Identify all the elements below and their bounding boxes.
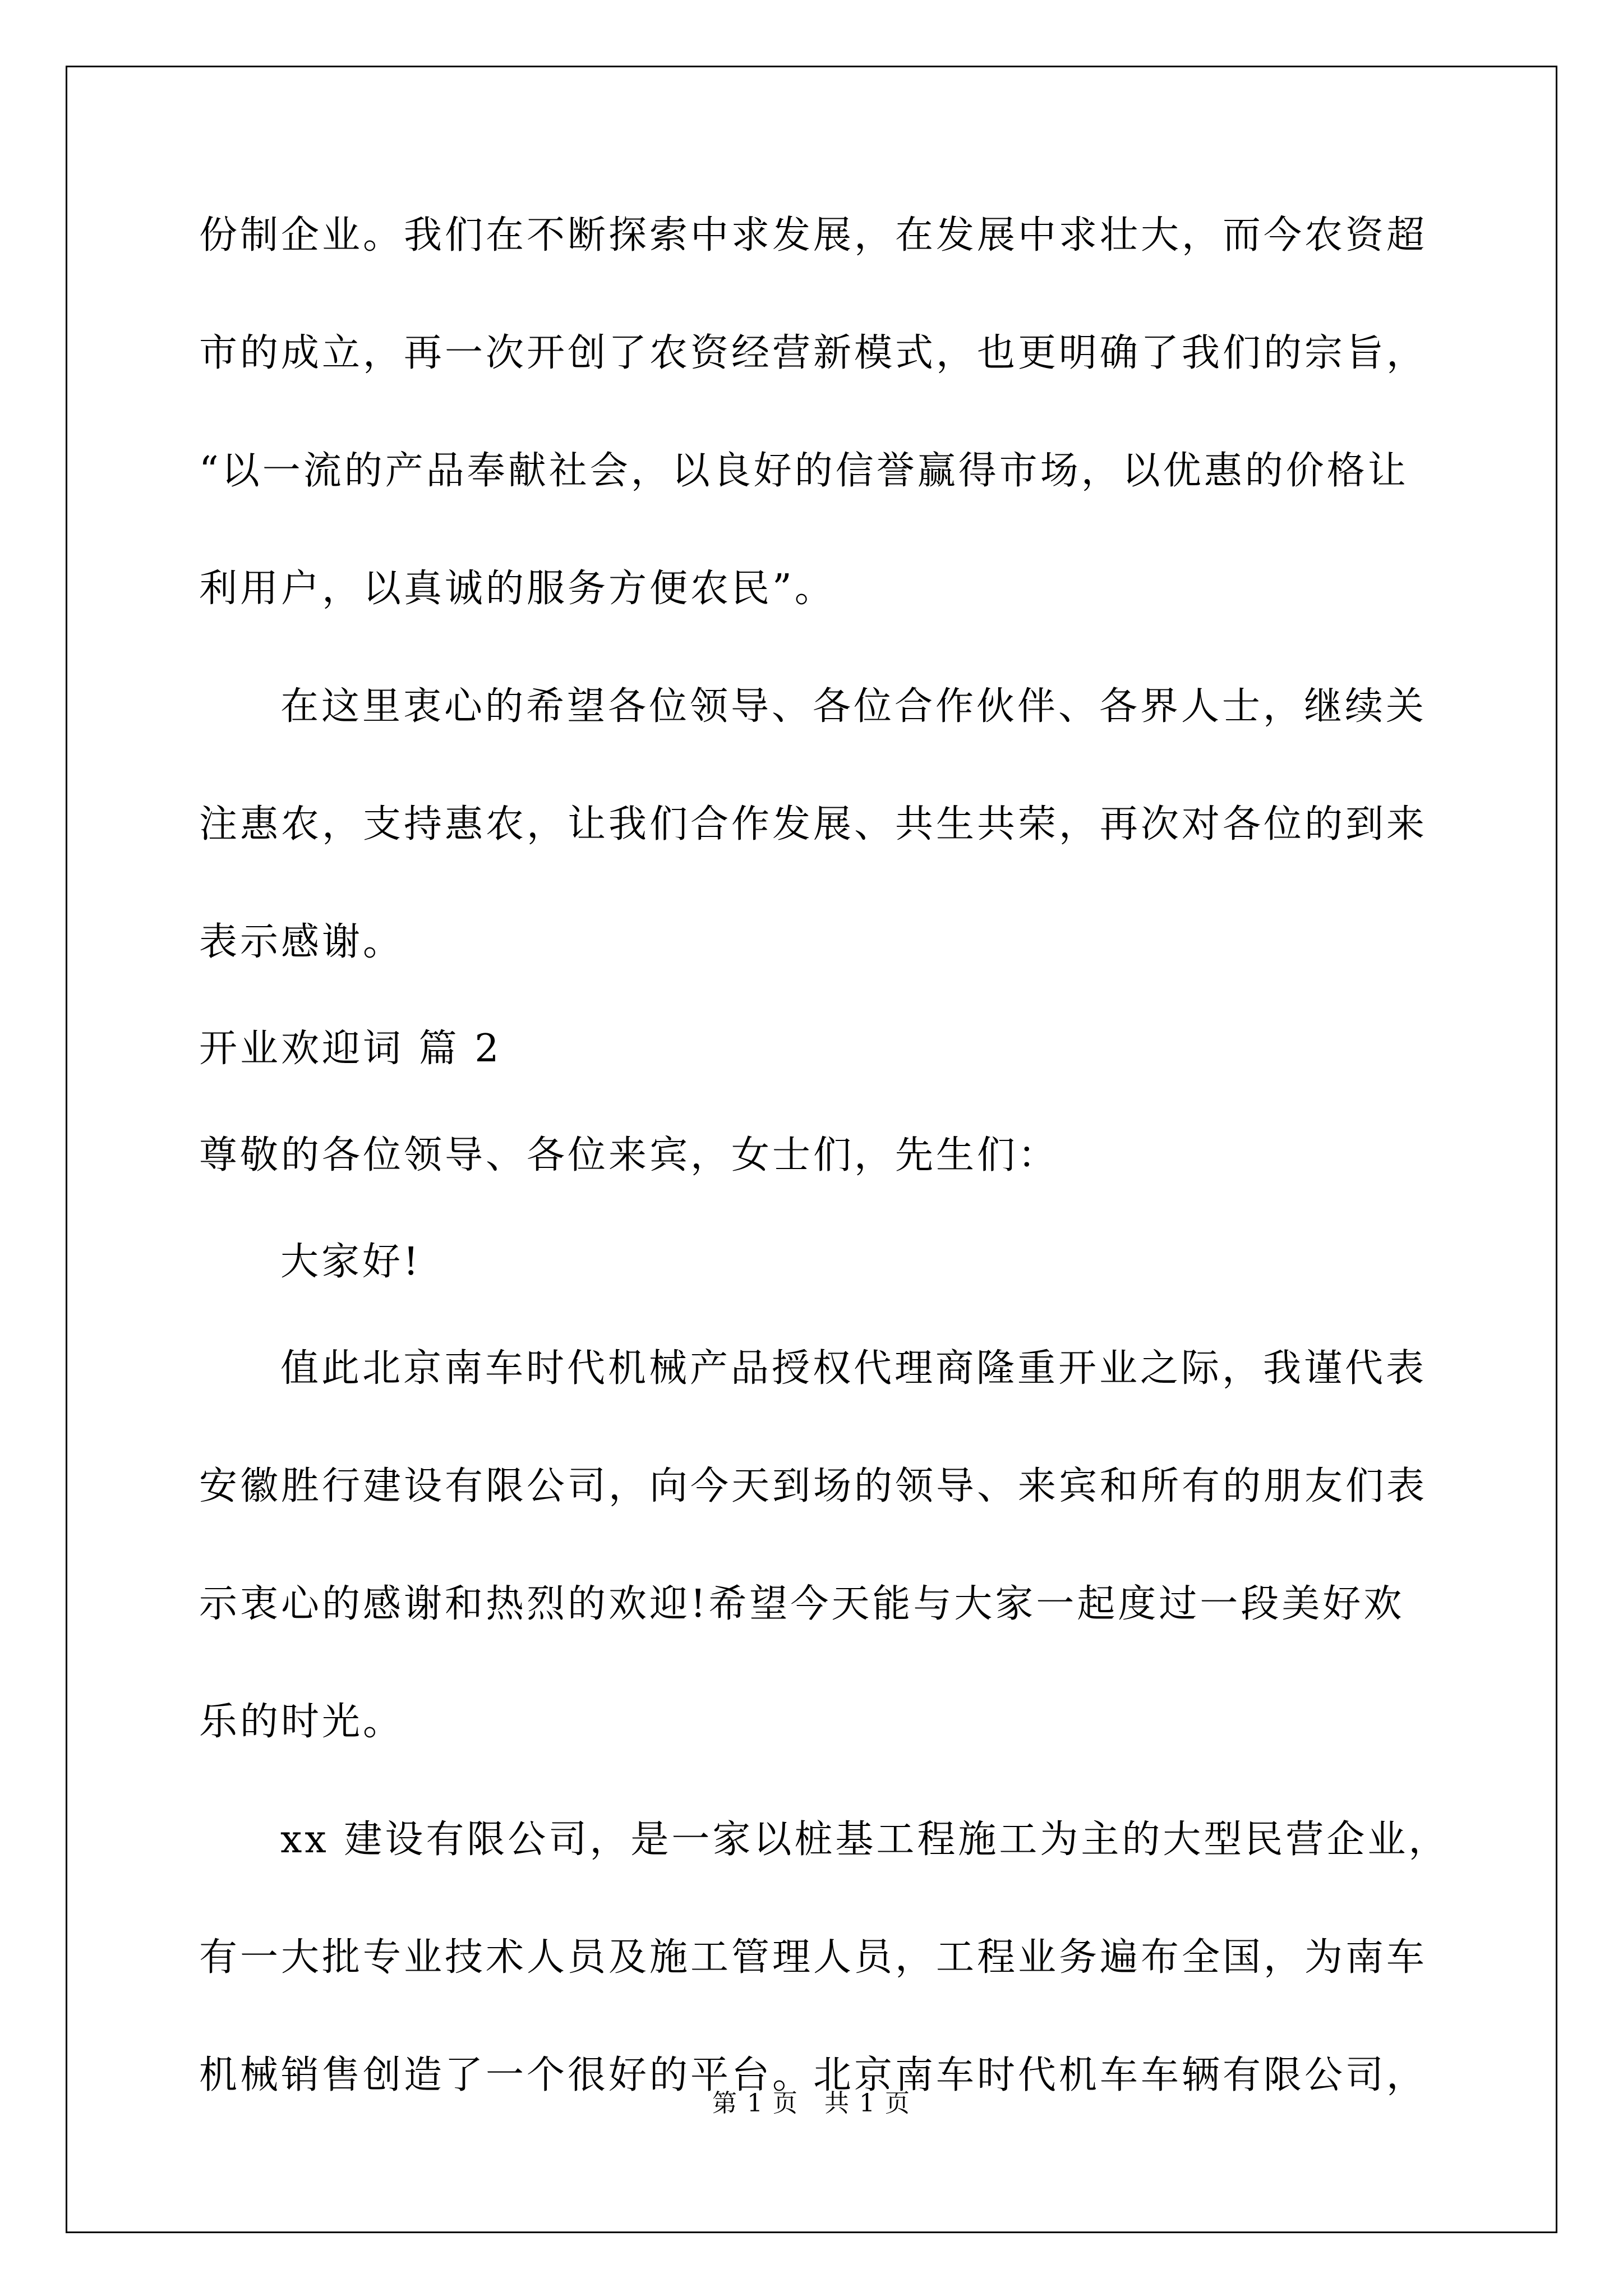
page-footer: 第 1 页 共 1 页 xyxy=(712,2089,911,2118)
text-line: 有一大批专业技术人员及施工管理人员，工程业务遍布全国，为南车 xyxy=(199,1935,1428,1980)
text-line: 份制企业。我们在不断探索中求发展，在发展中求壮大，而今农资超 xyxy=(199,213,1428,257)
text-line: 安徽胜行建设有限公司，向今天到场的领导、来宾和所有的朋友们表 xyxy=(199,1464,1428,1508)
text-line: 市的成立，再一次开创了农资经营新模式，也更明确了我们的宗旨， xyxy=(199,331,1428,375)
text-line: 注惠农，支持惠农，让我们合作发展、共生共荣，再次对各位的到来 xyxy=(199,802,1428,846)
text-line: 机械销售创造了一个很好的平台。北京南车时代机车车辆有限公司， xyxy=(199,2053,1428,2097)
text-line: 乐的时光。 xyxy=(199,1700,404,1744)
section-heading: 开业欢迎词 篇 2 xyxy=(199,1027,502,1071)
text-line: 值此北京南车时代机械产品授权代理商隆重开业之际，我谨代表 xyxy=(280,1346,1427,1391)
text-line: 利用户，以真诚的服务方便农民”。 xyxy=(199,567,836,611)
text-line: 示衷心的感谢和热烈的欢迎!希望今天能与大家一起度过一段美好欢 xyxy=(199,1582,1405,1626)
text-line: 在这里衷心的希望各位领导、各位合作伙伴、各界人士，继续关 xyxy=(280,684,1427,729)
greeting: 大家好! xyxy=(280,1240,422,1284)
salutation: 尊敬的各位领导、各位来宾，女士们，先生们： xyxy=(199,1133,1059,1177)
text-line: “以一流的产品奉献社会，以良好的信誉赢得市场，以优惠的价格让 xyxy=(199,449,1409,493)
text-line: xx 建设有限公司，是一家以桩基工程施工为主的大型民营企业， xyxy=(280,1818,1450,1862)
text-line: 表示感谢。 xyxy=(199,920,404,964)
